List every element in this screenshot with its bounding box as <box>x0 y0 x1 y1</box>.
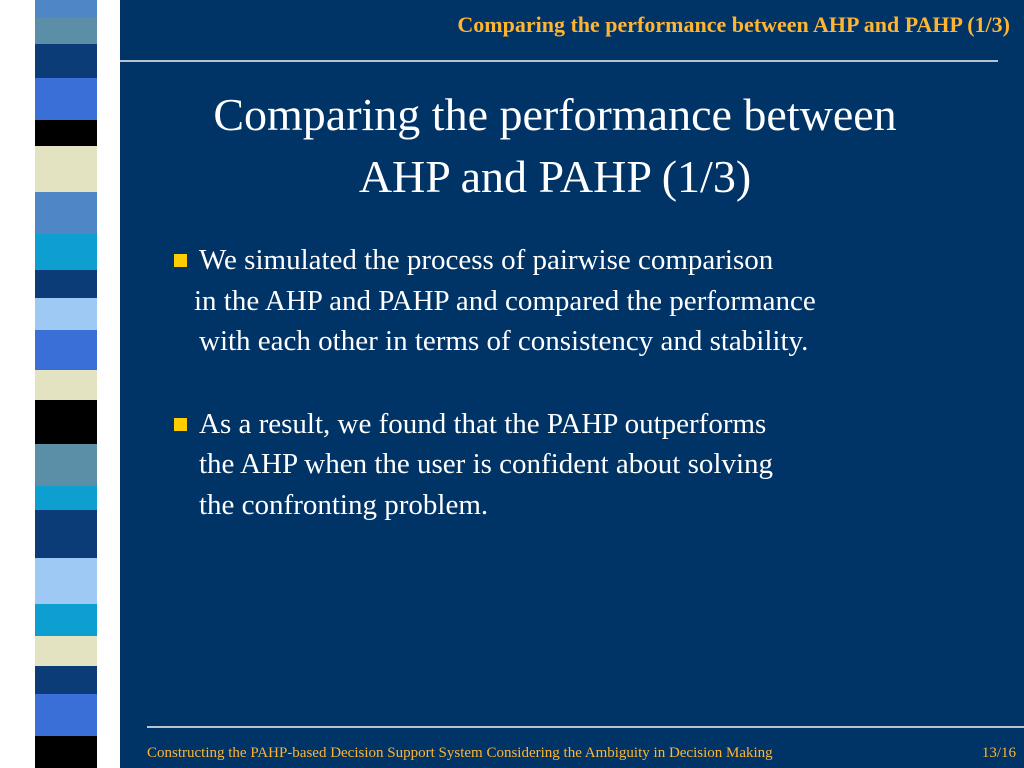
strip-block <box>35 192 97 234</box>
square-bullet-icon <box>174 254 187 267</box>
bullet-item <box>172 240 972 362</box>
bullet-text-line: the confronting problem. <box>199 488 489 521</box>
strip-block <box>35 400 97 444</box>
header-title: Comparing the performance between AHP and PAHP (1/3) <box>457 12 1010 37</box>
bullet-text-line: the AHP when the user is confident about solving <box>199 448 774 480</box>
slide-title-line: AHP and PAHP (1/3) <box>358 151 752 202</box>
slide-title-line: Comparing the performance between <box>213 89 897 140</box>
strip-block <box>35 44 97 78</box>
strip-block <box>35 270 97 298</box>
strip-block <box>35 486 97 510</box>
bullet-text-line: with each other in terms of consistency and stability. <box>199 325 809 357</box>
bullet-text-line: in the AHP and PAHP and compared the performance <box>194 284 816 317</box>
decorative-strip-column <box>35 0 97 768</box>
strip-block <box>35 558 97 604</box>
strip-block <box>35 666 97 694</box>
strip-block <box>35 120 97 146</box>
strip-block <box>35 444 97 486</box>
strip-block <box>35 78 97 120</box>
bullet-list <box>172 240 972 567</box>
slide-content-area <box>120 0 1024 768</box>
strip-block <box>35 510 97 558</box>
bottom-divider <box>147 726 1024 728</box>
strip-block <box>35 636 97 666</box>
bullet-text-line: As a result, we found that the PAHP outperforms <box>199 407 767 440</box>
slide-title <box>120 84 990 208</box>
top-divider <box>120 60 998 62</box>
strip-block <box>35 0 97 18</box>
page-number: 13/16 <box>981 745 1016 761</box>
square-bullet-icon <box>174 418 187 431</box>
bullet-text-line: We simulated the process of pairwise comparison <box>199 244 774 276</box>
strip-block <box>35 370 97 400</box>
footer-text: Constructing the PAHP-based Decision Support System Considering the Ambiguity in Decision Making <box>147 745 773 761</box>
strip-block <box>35 604 97 636</box>
strip-block <box>35 694 97 736</box>
strip-block <box>35 736 97 768</box>
strip-block <box>35 298 97 330</box>
decorative-strip <box>0 0 120 768</box>
strip-block <box>35 330 97 370</box>
strip-block <box>35 18 97 44</box>
bullet-item <box>172 404 972 526</box>
strip-block <box>35 234 97 270</box>
strip-block <box>35 146 97 192</box>
